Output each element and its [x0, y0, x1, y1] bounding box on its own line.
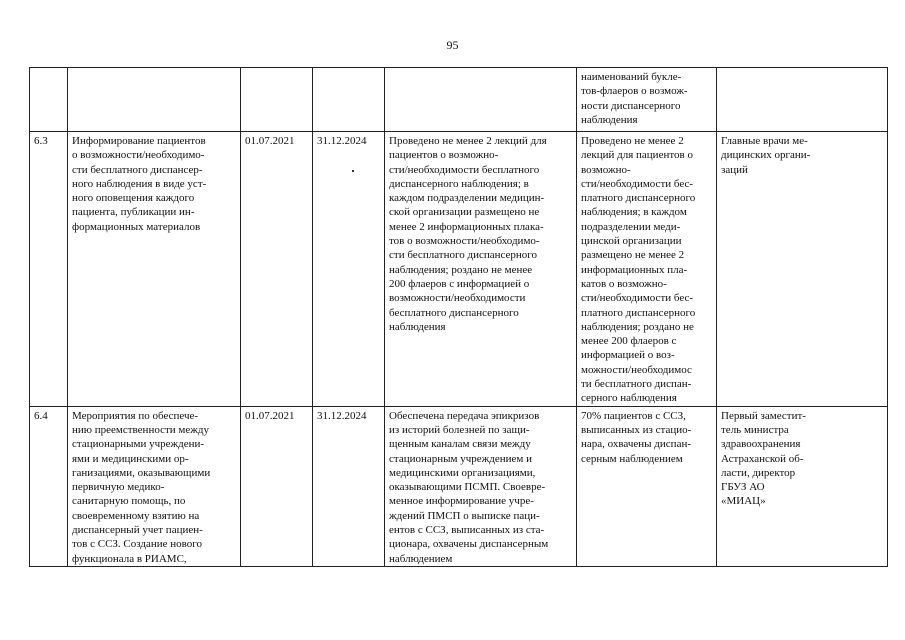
result-cell	[385, 68, 577, 132]
scan-speck	[352, 170, 354, 172]
page-number: 95	[446, 38, 459, 52]
responsible-cell: Первый заместит- тель министра здравоохранения Астраханской об- ласти, директор ГБУЗ АО «МИАЦ»	[717, 406, 888, 566]
start-date-cell	[241, 68, 313, 132]
table-row	[30, 68, 888, 132]
responsible-cell	[717, 68, 888, 132]
indicator-cell: 70% пациентов с ССЗ, выписанных из стацио- нара, охвачены диспан- серным наблюдением	[577, 406, 717, 566]
start-date-cell: 01.07.2021	[241, 132, 313, 407]
result-cell: Проведено не менее 2 лекций для пациентов о возможно- сти/необходимости бесплатного диспансерного наблюдения; в каждом подразделении медицин- ской организации размещено не менее 2 информационных плака- тов о возможности/необходимо- сти бесплатного диспансерного наблюдения; роздано не менее 200 флаеров с информацией о возможности/необходимости бесплатного диспансерного наблюдения	[385, 132, 577, 407]
result-cell: Обеспечена передача эпикризов из историй болезней по защи- щенным каналам связи между стационарным учреждением и медицинскими организациями, оказывающими ПСМП. Своевре- менное информирование учре- ждений ПМСП о выписке паци- ентов с ССЗ, выписанных из ста- ционара, охвачены диспансерным наблюдением	[385, 406, 577, 566]
event-cell: Мероприятия по обеспече- нию преемственности между стационарными учреждени- ями и медицинскими ор- ганизациями, оказывающими первичную медико- санитарную помощь, по своевременному взятию на диспансерный учет пациен- тов с ССЗ. Создание нового функционала в РИАМС,	[68, 406, 241, 566]
end-date-cell	[313, 68, 385, 132]
event-cell: Информирование пациентов о возможности/необходимо- сти бесплатного диспансер- ного наблюдения в виде уст- ного оповещения каждого пациента, публикации ин- формационных материалов	[68, 132, 241, 407]
table-row	[30, 406, 888, 566]
item-number-cell: 6.3	[30, 132, 68, 407]
item-number-cell	[30, 68, 68, 132]
end-date-cell: 31.12.2024	[313, 132, 385, 407]
indicator-cell: Проведено не менее 2 лекций для пациентов о возможно- сти/необходимости бес- платного диспансерного наблюдения; в каждом подразделении меди- цинской организации размещено не менее 2 информационных пла- катов о возможно- сти/необходимости бес- платного диспансерного наблюдения; роздано не менее 200 флаеров с информацией о воз- можности/необходимос ти бесплатного диспан- серного наблюдения	[577, 132, 717, 407]
start-date-cell: 01.07.2021	[241, 406, 313, 566]
end-date-cell: 31.12.2024	[313, 406, 385, 566]
indicator-cell: наименований букле- тов-флаеров о возмож- ности диспансерного наблюдения	[577, 68, 717, 132]
responsible-cell: Главные врачи ме- дицинских органи- заций	[717, 132, 888, 407]
event-cell	[68, 68, 241, 132]
table-row	[30, 132, 888, 407]
measures-table	[29, 67, 888, 567]
item-number-cell: 6.4	[30, 406, 68, 566]
